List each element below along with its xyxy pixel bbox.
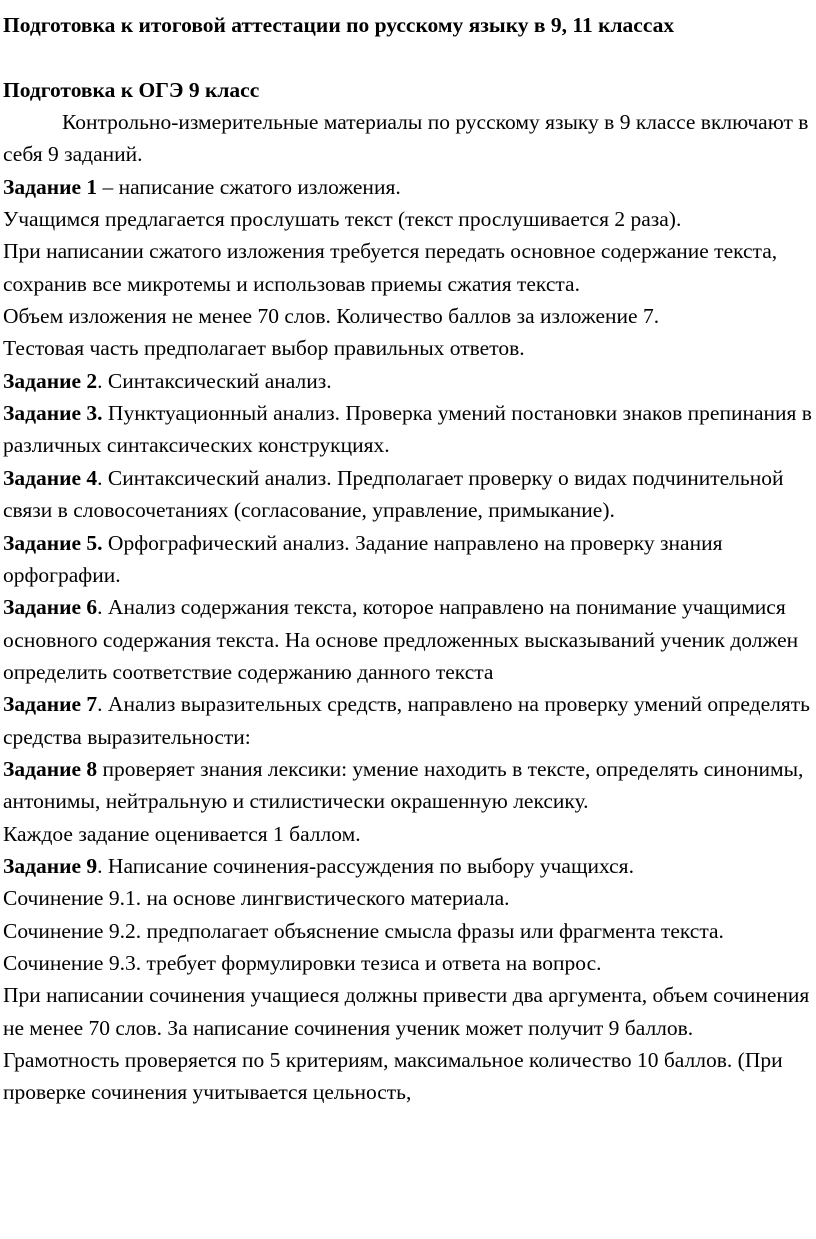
blank-line <box>3 41 813 73</box>
task-9-paragraph <box>3 850 813 882</box>
section-heading: Подготовка к ОГЭ 9 класс <box>3 77 260 102</box>
literacy-paragraph: Грамотность проверяется по 5 критериям, максимальное количество 10 баллов. (При проверке сочинения учитывается цельность, <box>3 1048 783 1105</box>
task-4-paragraph <box>3 462 813 527</box>
task-3-text: Пунктуационный анализ. Проверка умений постановки знаков препинания в различных синтаксических конструкциях. <box>3 401 812 458</box>
listen-paragraph: Учащимся предлагается прослушать текст (текст прослушивается 2 раза). <box>3 207 682 232</box>
task-2-text: . Синтаксический анализ. <box>97 368 332 393</box>
task-7-label: Задание 7 <box>3 692 98 717</box>
task-6-paragraph <box>3 591 813 688</box>
task-1-paragraph <box>3 171 813 203</box>
task-2-paragraph <box>3 365 813 397</box>
task-9-text: . Написание сочинения-рассуждения по выбору учащихся. <box>97 853 634 878</box>
essay-9-1-paragraph: Сочинение 9.1. на основе лингвистического материала. <box>3 886 510 911</box>
task-8-paragraph <box>3 753 813 818</box>
task-9-label: Задание 9 <box>3 853 98 878</box>
task-6-text: . Анализ содержания текста, которое направлено на понимание учащимися основного содержания текста. На основе предложенных высказываний ученик должен определить соответствие содержанию данного текста <box>3 595 799 684</box>
essay-9-2-paragraph: Сочинение 9.2. предполагает объяснение смысла фразы или фрагмента текста. <box>3 918 724 943</box>
task-5-label: Задание 5. <box>3 530 103 555</box>
task-8-text: проверяет знания лексики: умение находить в тексте, определять синонимы, антонимы, нейтральную и стилистически окрашенную лексику. <box>3 756 804 814</box>
document-page <box>3 9 813 1109</box>
task-2-label: Задание 2 <box>3 368 98 393</box>
task-4-text: . Синтаксический анализ. Предполагает проверку о видах подчинительной связи в словосочетаниях (согласование, управление, примыкание). <box>3 465 784 523</box>
task-7-paragraph <box>3 688 813 753</box>
scoring-paragraph: Каждое задание оценивается 1 баллом. <box>3 821 361 846</box>
task-3-paragraph <box>3 397 813 462</box>
task-6-label: Задание 6 <box>3 595 98 620</box>
task-8-label: Задание 8 <box>3 756 98 781</box>
arguments-paragraph: При написании сочинения учащиеся должны привести два аргумента, объем сочинения не менее 70 слов. За написание сочинения ученик может получит 9 баллов. <box>3 983 810 1040</box>
test-paragraph: Тестовая часть предполагает выбор правильных ответов. <box>3 336 525 361</box>
task-3-label: Задание 3. <box>3 401 103 426</box>
intro-paragraph: Контрольно-измерительные материалы по русскому языку в 9 классе включают в себя 9 заданий. <box>3 110 809 167</box>
task-4-label: Задание 4 <box>3 465 98 490</box>
summary-paragraph: При написании сжатого изложения требуется передать основное содержание текста, сохранив все микротемы и использовав приемы сжатия текста. <box>3 239 778 296</box>
task-1-text: – написание сжатого изложения. <box>97 174 401 199</box>
task-5-text: Орфографический анализ. Задание направлено на проверку знания орфографии. <box>3 530 723 587</box>
essay-9-3-paragraph: Сочинение 9.3. требует формулировки тезиса и ответа на вопрос. <box>3 950 602 975</box>
volume-paragraph: Объем изложения не менее 70 слов. Количество баллов за изложение 7. <box>3 304 660 329</box>
task-1-label: Задание 1 <box>3 174 98 199</box>
task-7-text: . Анализ выразительных средств, направлено на проверку умений определять средства выразительности: <box>3 692 810 749</box>
document-title: Подготовка к итоговой аттестации по русскому языку в 9, 11 классах <box>3 13 675 37</box>
task-5-paragraph <box>3 527 813 592</box>
